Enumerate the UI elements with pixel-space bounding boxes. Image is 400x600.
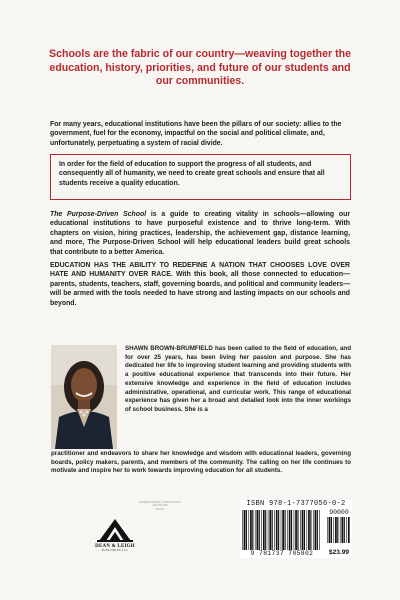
barcode-bar: [327, 517, 328, 543]
barcode-bar: [315, 510, 317, 550]
stamp-line: CERTIFIED: [152, 503, 168, 508]
barcode-bar: [329, 517, 331, 543]
barcode-bar: [340, 517, 341, 543]
barcode-bar: [242, 510, 243, 550]
callout-text: In order for the field of education to support the progress of all students, and consequently all of humanity, we need to create great schools and ensure that all students receive a quality education.: [59, 161, 325, 187]
ean-barcode: [242, 510, 322, 550]
barcode-bar: [282, 510, 284, 550]
barcode-bar: [348, 517, 350, 543]
barcode-addon-label: 90000: [329, 508, 349, 516]
barcode-bar: [317, 510, 318, 550]
barcode-bar: [295, 510, 297, 550]
impact-text: With this book, all those connected to education—parents, students, teachers, staff, governing boards, and political and community leaders—will be armed with the tools needed to have strong and lasting impacts on our schools and beyond.: [50, 271, 350, 307]
stamp-line: BOOK: [155, 506, 165, 511]
barcode-bar: [255, 510, 256, 550]
barcode-bar: [268, 510, 269, 550]
barcode-bar: [272, 510, 273, 550]
barcode-bar: [246, 510, 247, 550]
headline: Schools are the fabric of our country—weaving together the education, history, priorities, and future of our students and our communities.: [49, 48, 351, 88]
barcode-bar: [335, 517, 337, 543]
barcode-bar: [257, 510, 259, 550]
barcode-bar: [248, 510, 249, 550]
barcode-bar: [276, 510, 278, 550]
description-text: is a guide to creating vitality in schools—allowing our educational institutions to have purposeful existence and to thrive long-term. With chapters on vision, hiring practices, leadership, the achievement gap, distance learning, and more, The Purpose-Driven School will help educational leaders build great schools that contribute to a better America.: [50, 211, 350, 256]
stamp-line: INDEPENDENT PUBLISHERS: [139, 499, 181, 504]
isbn-label: ISBN 978-1-7377056-0-2: [246, 500, 346, 508]
impact-lead: EDUCATION HAS THE ABILITY TO REDEFINE A NATION THAT CHOOSES LOVE OVER HATE AND HUMANITY OVER RACE.: [50, 262, 350, 279]
barcode-bar: [278, 510, 279, 550]
barcode-bar: [261, 510, 262, 550]
barcode-bar: [319, 510, 320, 550]
barcode-bar: [244, 510, 246, 550]
barcode-bar: [259, 510, 260, 550]
barcode-bar: [297, 510, 298, 550]
barcode-bar: [269, 510, 271, 550]
barcode-bar: [304, 510, 305, 550]
impact-paragraph: [50, 261, 350, 308]
barcode-bar: [342, 517, 344, 543]
publisher-subtitle: PUBLISHING LLC: [101, 549, 129, 552]
barcode-bar: [263, 510, 265, 550]
barcode-bar: [274, 510, 275, 550]
barcode-bar: [310, 510, 311, 550]
barcode-bar: [344, 517, 345, 543]
barcode-bar: [300, 510, 301, 550]
barcode-bar: [265, 510, 266, 550]
author-bio: SHAWN BROWN-BRUMFIELD has been called to the field of education, and for over 25 years, has been living her passion and purpose. She has dedicated her life to improving student learning and providing students with a positive educational experience that transcends into their future. Her extensive knowledge and experience in the field of education includes administrative, operational, and curricular work. This range of educational experience has given her a broad and detailed look into the inner workings of school business. She is a: [125, 345, 351, 413]
barcode-bar: [252, 510, 253, 550]
barcode-bar: [302, 510, 304, 550]
barcode-bar: [291, 510, 292, 550]
publisher-emblem-icon: [95, 515, 135, 543]
barcode-bar: [289, 510, 291, 550]
barcode-digits: 9 781737 705802: [250, 550, 314, 557]
barcode-area: [240, 500, 352, 558]
certification-stamp: [138, 498, 182, 514]
barcode-bar: [331, 517, 332, 543]
barcode-bar: [346, 517, 347, 543]
barcode-bar: [308, 510, 310, 550]
book-title: The Purpose-Driven School: [50, 211, 147, 218]
publisher-name: DEAN & LEIGH: [95, 544, 135, 549]
barcode-bar: [294, 510, 295, 550]
barcode-bar: [313, 510, 314, 550]
callout-box: [50, 154, 351, 200]
author-portrait-image: [51, 345, 117, 449]
author-bio-continued: practitioner and endeavors to share her knowledge and wisdom with educational leaders, governing boards, policy makers, parents, and members of the community. The calling on her life continues to motivate and inspire her to work towards improving education for all students.: [51, 450, 351, 475]
barcode-bar: [333, 517, 334, 543]
author-photo: [51, 345, 117, 449]
barcode-bar: [281, 510, 282, 550]
barcode-bar: [287, 510, 288, 550]
barcode-bar: [250, 510, 252, 550]
intro-paragraph: For many years, educational institutions have been the pillars of our society: allies to the government, fuel for the economy, impactful on the social and political climate, and, unfortunately, perpetuating a system of racial divide.: [50, 121, 342, 147]
book-description: [50, 210, 350, 257]
barcode-bar: [285, 510, 286, 550]
barcode-bar: [337, 517, 338, 543]
barcode-bar: [307, 510, 308, 550]
publisher-logo: [90, 515, 140, 561]
addon-barcode: [327, 517, 351, 543]
price-label: $23.99: [328, 548, 350, 556]
